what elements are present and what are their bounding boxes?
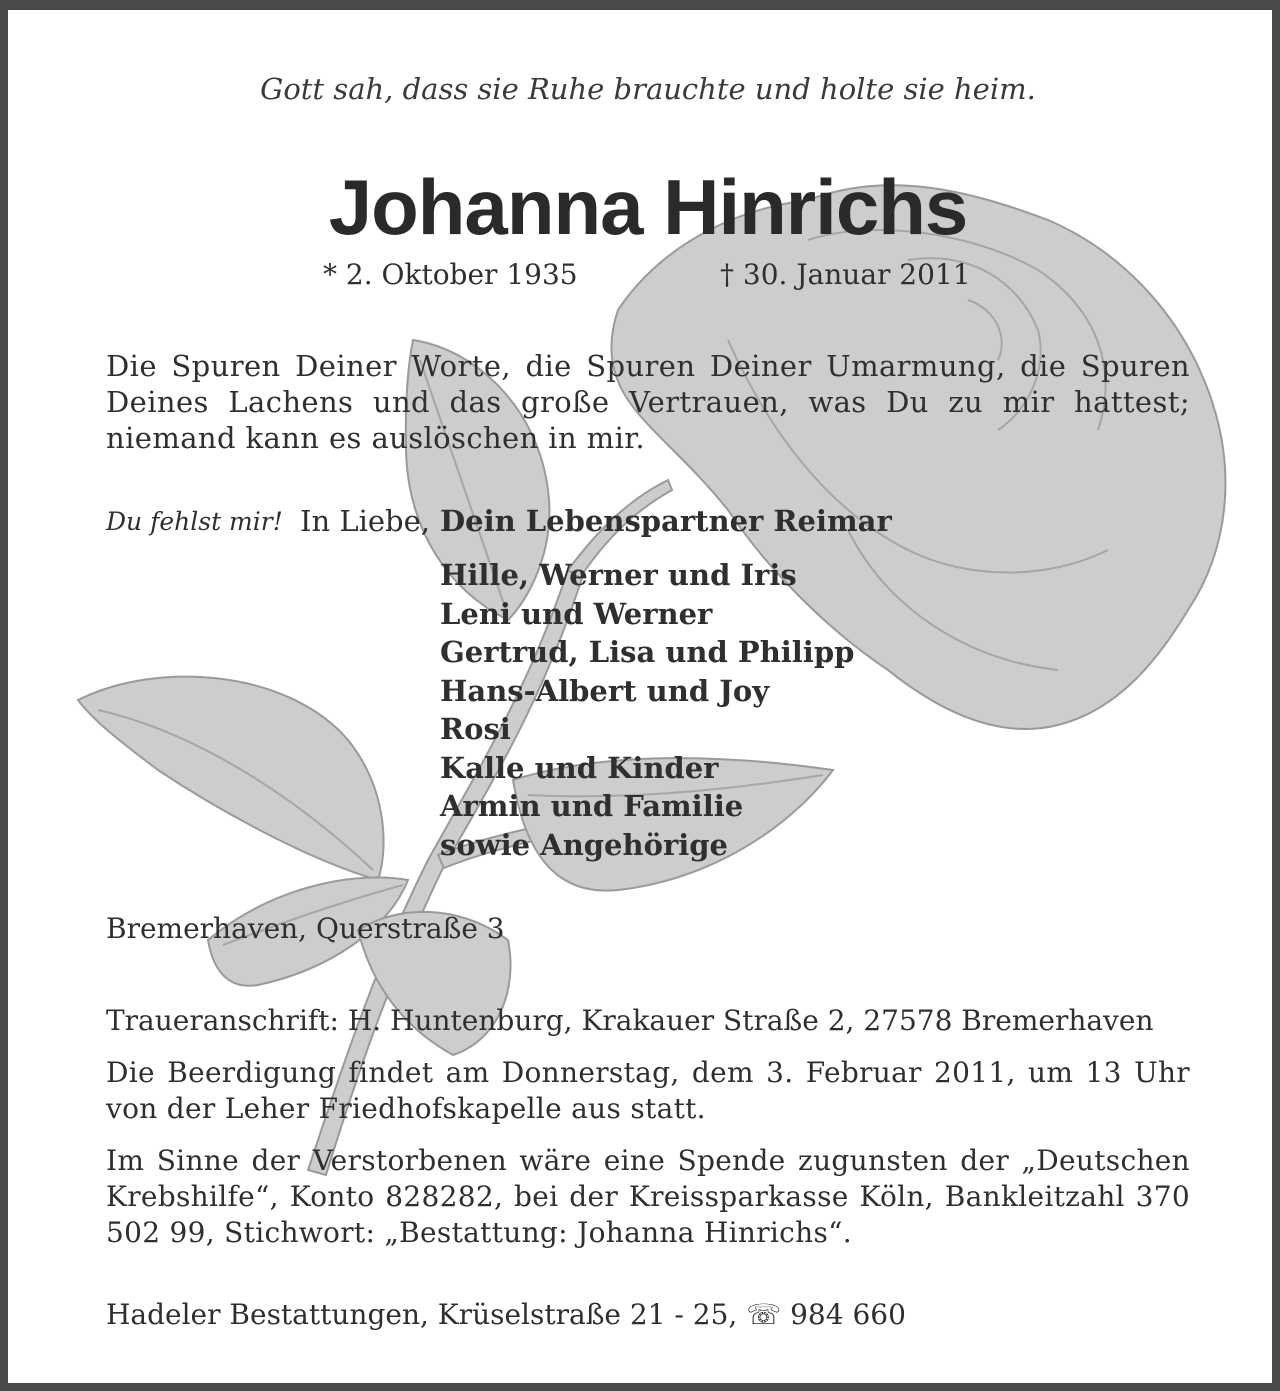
mourning-address: Traueranschrift: H. Huntenburg, Krakauer Straße 2, 27578 Bremerhaven	[106, 1004, 1154, 1037]
mourner-item: sowie Angehörige	[440, 827, 728, 862]
in-love-text: In Liebe,	[300, 504, 430, 538]
mourner-item: Gertrud, Lisa und Philipp	[440, 635, 855, 669]
funeral-info: Die Beerdigung findet am Donnerstag, dem 3. Februar 2011, um 13 Uhr von der Leher Friedhofskapelle aus statt.	[106, 1056, 1190, 1125]
donation-info: Im Sinne der Verstorbenen wäre eine Spende zugunsten der „Deutschen Krebshilfe“, Konto 828282, bei der Kreissparkasse Köln, Bankleitzahl 370 502 99, Stichwort: „Bestattung: Johanna Hinrichs“.	[106, 1144, 1190, 1249]
mourners-list	[440, 556, 854, 864]
partner-name: Dein Lebenspartner Reimar	[440, 504, 892, 538]
death-date: † 30. Januar 2011	[720, 258, 971, 291]
mourner-item: Hille, Werner und Iris	[440, 558, 797, 592]
city-address: Bremerhaven, Querstraße 3	[106, 912, 505, 945]
mourner-item: Armin und Familie	[440, 789, 744, 823]
undertaker-info: Hadeler Bestattungen, Krüselstraße 21 - 25, ☏ 984 660	[106, 1298, 906, 1331]
deceased-name: Johanna Hinrichs	[328, 163, 968, 251]
mourner-item: Kalle und Kinder	[440, 750, 719, 785]
missing-you-text: Du fehlst mir!	[106, 507, 283, 536]
birth-date: * 2. Oktober 1935	[323, 258, 578, 291]
mourner-item: Hans-Albert und Joy	[440, 673, 770, 708]
mourner-item: Leni und Werner	[440, 596, 713, 631]
memorial-verse: Die Spuren Deiner Worte, die Spuren Deiner Umarmung, die Spuren Deines Lachens und das große Vertrauen, was Du zu mir hattest; niemand kann es auslöschen in mir.	[106, 349, 1190, 455]
motto: Gott sah, dass sie Ruhe brauchte und holte sie heim.	[260, 72, 1036, 106]
mourner-item: Rosi	[440, 712, 511, 746]
